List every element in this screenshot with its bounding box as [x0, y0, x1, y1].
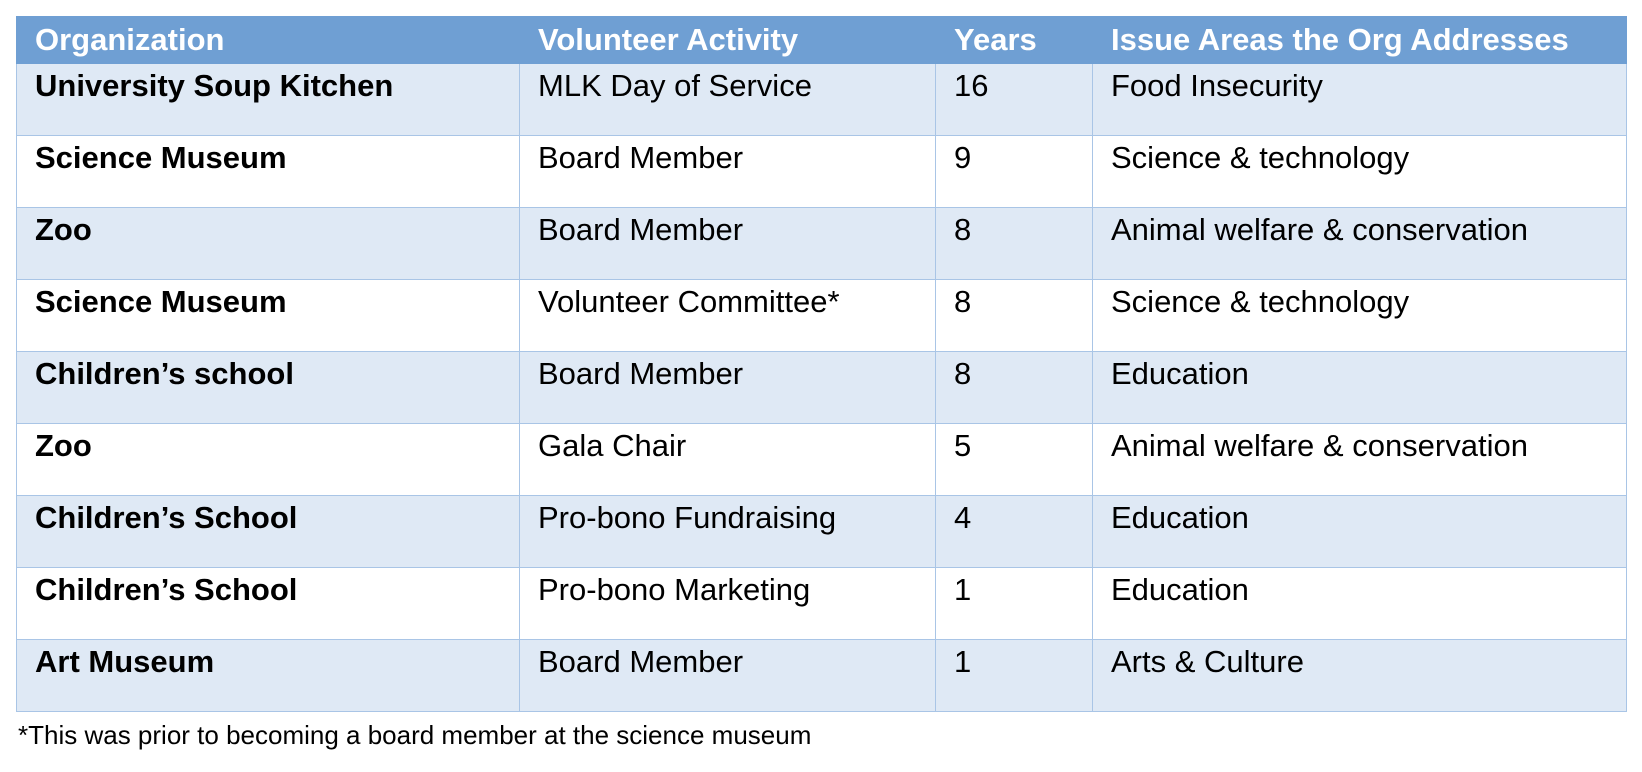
organization-cell: University Soup Kitchen — [17, 64, 520, 136]
table-row — [17, 568, 1627, 640]
volunteer-table — [16, 16, 1627, 712]
issue-area-cell: Science & technology — [1093, 280, 1627, 352]
table-row — [17, 640, 1627, 712]
activity-cell: Board Member — [520, 136, 936, 208]
header-organization: Organization — [17, 17, 520, 64]
table-row — [17, 136, 1627, 208]
issue-area-cell: Animal welfare & conservation — [1093, 424, 1627, 496]
organization-cell: Children’s School — [17, 568, 520, 640]
issue-area-cell: Arts & Culture — [1093, 640, 1627, 712]
years-cell: 1 — [936, 568, 1093, 640]
years-cell: 1 — [936, 640, 1093, 712]
table-row — [17, 352, 1627, 424]
years-cell: 4 — [936, 496, 1093, 568]
table-row — [17, 208, 1627, 280]
header-volunteer-activity: Volunteer Activity — [520, 17, 936, 64]
organization-cell: Zoo — [17, 208, 520, 280]
table-header — [17, 17, 1627, 64]
years-cell: 9 — [936, 136, 1093, 208]
table-row — [17, 64, 1627, 136]
activity-cell: Board Member — [520, 352, 936, 424]
issue-area-cell: Education — [1093, 352, 1627, 424]
years-cell: 5 — [936, 424, 1093, 496]
table-body — [17, 64, 1627, 712]
years-cell: 16 — [936, 64, 1093, 136]
organization-cell: Zoo — [17, 424, 520, 496]
issue-area-cell: Food Insecurity — [1093, 64, 1627, 136]
activity-cell: Pro-bono Fundraising — [520, 496, 936, 568]
organization-cell: Art Museum — [17, 640, 520, 712]
header-issue-areas: Issue Areas the Org Addresses — [1093, 17, 1627, 64]
activity-cell: Gala Chair — [520, 424, 936, 496]
organization-cell: Science Museum — [17, 280, 520, 352]
issue-area-cell: Animal welfare & conservation — [1093, 208, 1627, 280]
activity-cell: Board Member — [520, 208, 936, 280]
table-row — [17, 496, 1627, 568]
organization-cell: Children’s school — [17, 352, 520, 424]
activity-cell: Board Member — [520, 640, 936, 712]
organization-cell: Children’s School — [17, 496, 520, 568]
years-cell: 8 — [936, 352, 1093, 424]
table-row — [17, 424, 1627, 496]
activity-cell: Pro-bono Marketing — [520, 568, 936, 640]
issue-area-cell: Education — [1093, 568, 1627, 640]
header-years: Years — [936, 17, 1093, 64]
activity-cell: MLK Day of Service — [520, 64, 936, 136]
table-row — [17, 280, 1627, 352]
organization-cell: Science Museum — [17, 136, 520, 208]
header-row — [17, 17, 1627, 64]
issue-area-cell: Education — [1093, 496, 1627, 568]
issue-area-cell: Science & technology — [1093, 136, 1627, 208]
years-cell: 8 — [936, 208, 1093, 280]
years-cell: 8 — [936, 280, 1093, 352]
footnote: *This was prior to becoming a board member at the science museum — [18, 720, 812, 750]
activity-cell: Volunteer Committee* — [520, 280, 936, 352]
